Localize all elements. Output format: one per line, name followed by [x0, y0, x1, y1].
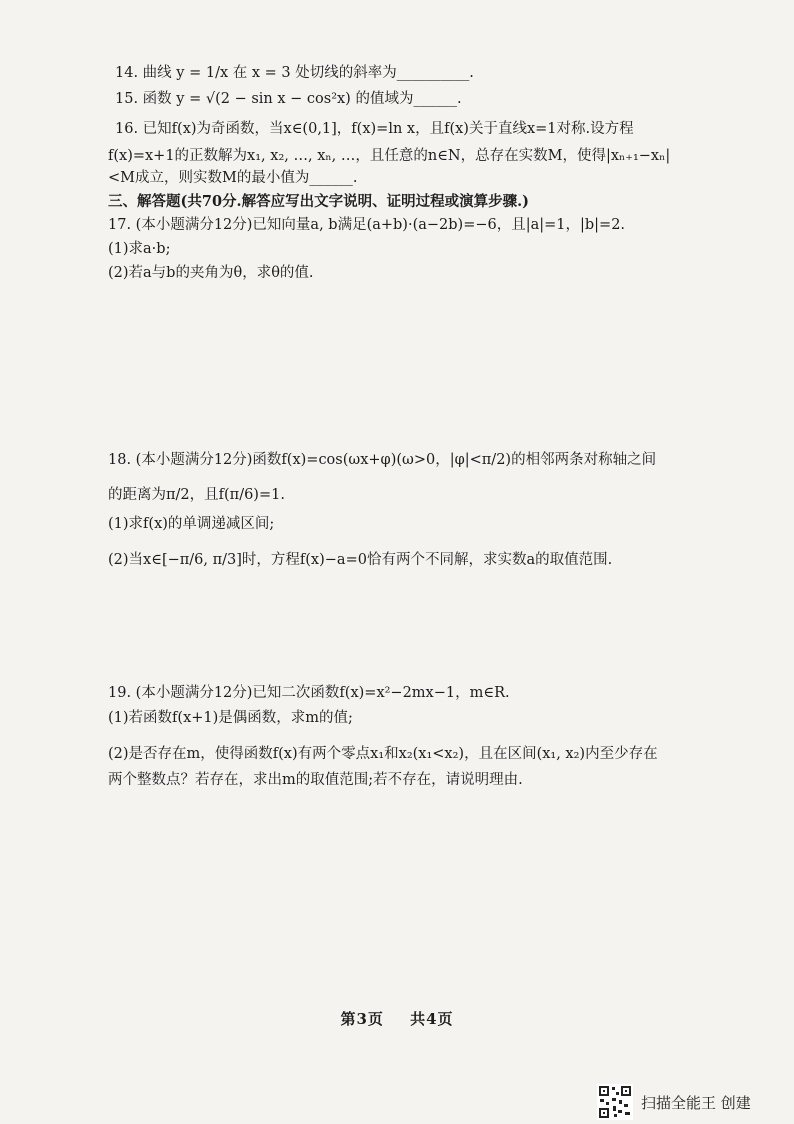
- text-line: 18. (本小题满分12分)函数f(x)=cos(ωx+φ)(ω>0，|φ|<π/2)的相邻两条对称轴之间: [108, 452, 657, 468]
- text-line: 17. (本小题满分12分)已知向量a, b满足(a+b)·(a−2b)=−6，且|a|=1，|b|=2.: [108, 217, 626, 233]
- text-line: 的距离为π/2，且f(π/6)=1.: [108, 487, 285, 503]
- text-line: 两个整数点？若存在，求出m的取值范围;若不存在，请说明理由.: [108, 772, 523, 788]
- text-line: (2)若a与b的夹角为θ，求θ的值.: [108, 265, 314, 281]
- text-line: (1)若函数f(x+1)是偶函数，求m的值;: [108, 710, 353, 726]
- scanner-watermark: [597, 1082, 751, 1122]
- watermark-label: 扫描全能王 创建: [641, 1093, 751, 1112]
- text-line: 16. 已知f(x)为奇函数，当x∈(0,1]，f(x)=ln x，且f(x)关于直线x=1对称.设方程: [115, 121, 634, 137]
- page-footer: [0, 1008, 794, 1029]
- page-total: 共4页: [410, 1010, 454, 1028]
- text-line: 三、解答题(共70分.解答应写出文字说明、证明过程或演算步骤.): [108, 193, 529, 210]
- text-line: 19. (本小题满分12分)已知二次函数f(x)=x²−2mx−1，m∈R.: [108, 685, 510, 701]
- text-line: 15. 函数 y = √(2 − sin x − cos²x) 的值域为______.: [115, 91, 462, 107]
- text-line: (2)是否存在m，使得函数f(x)有两个零点x₁和x₂(x₁<x₂)，且在区间(x₁, x₂)内至少存在: [108, 746, 658, 762]
- page-number: 第3页: [340, 1010, 384, 1028]
- text-line: (1)求a·b;: [108, 241, 171, 257]
- qr-code-icon: [597, 1084, 633, 1120]
- text-line: (1)求f(x)的单调递减区间;: [108, 516, 275, 532]
- text-line: f(x)=x+1的正数解为x₁, x₂, …, xₙ, …，且任意的n∈N，总存在实数M，使得|xₙ₊₁−xₙ|: [108, 148, 671, 164]
- text-line: <M成立，则实数M的最小值为______.: [108, 170, 358, 186]
- text-line: (2)当x∈[−π/6, π/3]时，方程f(x)−a=0恰有两个不同解，求实数a的取值范围.: [108, 552, 613, 568]
- text-line: 14. 曲线 y = 1/x 在 x = 3 处切线的斜率为__________.: [115, 65, 474, 81]
